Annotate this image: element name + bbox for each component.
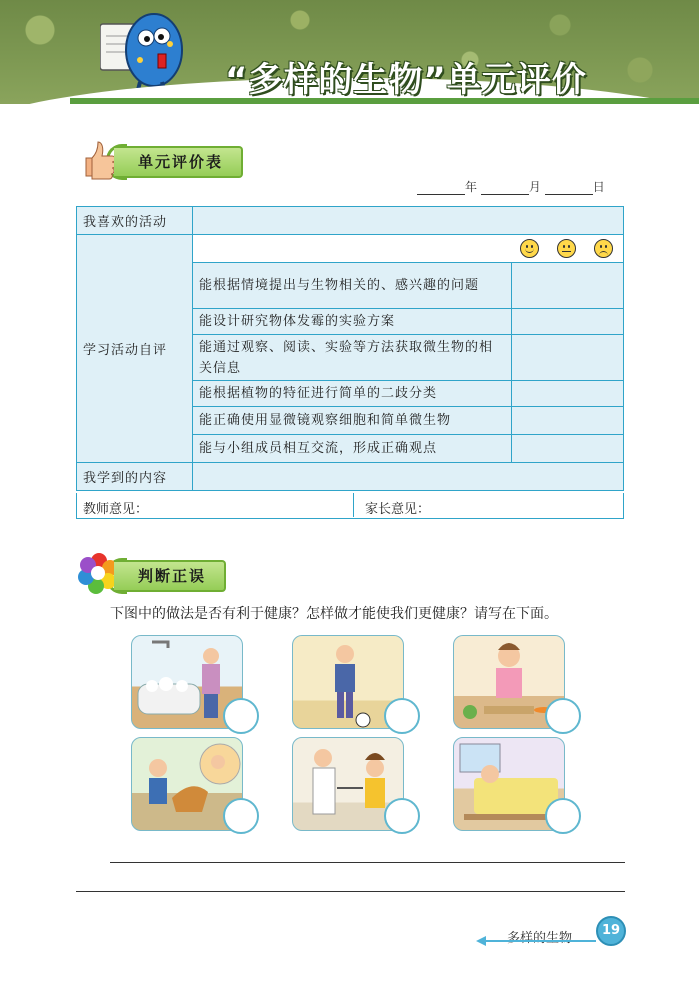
month-label: 月 <box>528 180 541 194</box>
judge-section-heading <box>76 558 276 588</box>
assessment-score-cell[interactable] <box>512 435 624 463</box>
assessment-item: 能与小组成员相互交流，形成正确观点 <box>193 435 512 463</box>
month-blank[interactable] <box>481 181 529 195</box>
page-title: “多样的生物”单元评价 <box>225 60 587 100</box>
evaluation-section-title: 单元评价表 <box>114 146 243 178</box>
rating-faces-row <box>193 235 624 263</box>
assessment-score-cell[interactable] <box>512 335 624 381</box>
assessment-score-cell[interactable] <box>512 263 624 309</box>
learned-content-label: 我学到的内容 <box>77 463 193 491</box>
day-blank[interactable] <box>545 181 593 195</box>
evaluation-section-heading <box>76 144 296 174</box>
answer-writing-line[interactable] <box>110 862 625 863</box>
answer-writing-line[interactable] <box>76 891 625 892</box>
answer-circle[interactable] <box>223 798 259 834</box>
sad-face-icon <box>594 239 613 258</box>
learned-content-field[interactable] <box>193 463 624 491</box>
assessment-score-cell[interactable] <box>512 309 624 335</box>
self-assessment-label: 学习活动自评 <box>77 235 193 463</box>
date-line <box>417 178 605 195</box>
answer-circle[interactable] <box>545 698 581 734</box>
judge-instruction: 下图中的做法是否有利于健康？怎样做才能使我们更健康？请写在下面。 <box>110 606 558 622</box>
answer-circle[interactable] <box>545 798 581 834</box>
answer-circle[interactable] <box>384 698 420 734</box>
favorite-activity-label: 我喜欢的活动 <box>77 207 193 235</box>
arrow-left-icon <box>476 936 486 946</box>
assessment-item: 能根据植物的特征进行简单的二歧分类 <box>193 381 512 407</box>
footer-arrow <box>478 940 596 942</box>
smile-face-icon <box>520 239 539 258</box>
assessment-score-cell[interactable] <box>512 381 624 407</box>
parent-comment-label: 家长意见： <box>365 502 431 517</box>
assessment-item: 能设计研究物体发霉的实验方案 <box>193 309 512 335</box>
header-banner <box>0 0 699 104</box>
year-blank[interactable] <box>417 181 465 195</box>
assessment-item: 能根据情境提出与生物相关的、感兴趣的问题 <box>193 263 512 309</box>
assessment-score-cell[interactable] <box>512 407 624 435</box>
judge-section-title: 判断正误 <box>114 560 226 592</box>
favorite-activity-field[interactable] <box>193 207 624 235</box>
assessment-item: 能正确使用显微镜观察细胞和简单微生物 <box>193 407 512 435</box>
comments-row <box>76 493 624 519</box>
answer-circle[interactable] <box>223 698 259 734</box>
day-label: 日 <box>592 180 605 194</box>
answer-circle[interactable] <box>384 798 420 834</box>
year-label: 年 <box>465 180 478 194</box>
neutral-face-icon <box>557 239 576 258</box>
footer-unit-label: 多样的生物 <box>507 931 573 946</box>
page-number: 19 <box>596 916 626 946</box>
evaluation-table <box>76 206 624 491</box>
teacher-comment-label: 教师意见： <box>83 502 149 517</box>
assessment-item: 能通过观察、阅读、实验等方法获取微生物的相关信息 <box>193 335 512 381</box>
